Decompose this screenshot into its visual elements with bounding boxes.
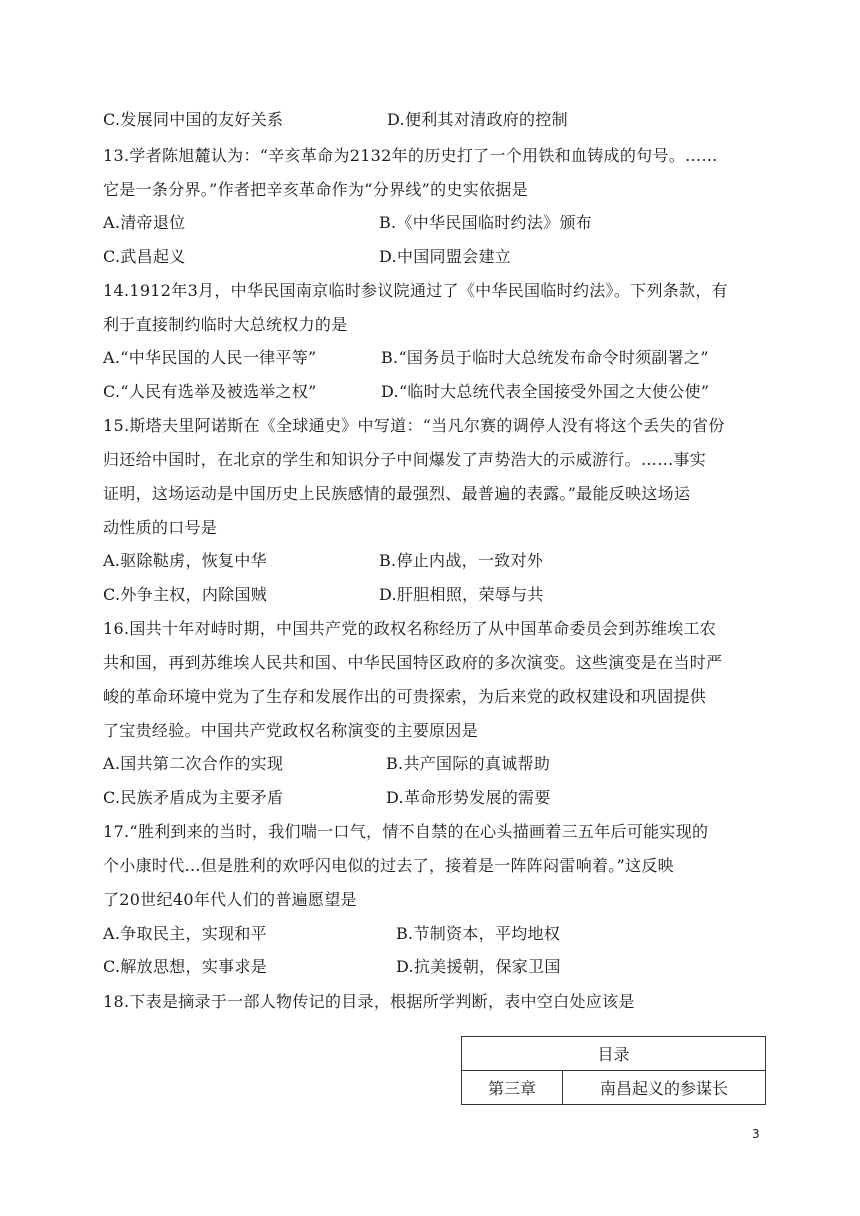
q15-stem-line-3: 证明，这场运动是中国历史上民族感情的最强烈、最普遍的表露。”最能反映这场运 — [103, 484, 691, 503]
q13-option-b: B.《中华民国临时约法》颁布 — [379, 213, 593, 232]
q16-stem-line-2: 共和国，再到苏维埃人民共和国、中华民国特区政府的多次演变。这些演变是在当时严 — [103, 653, 723, 672]
table-row — [462, 1071, 766, 1105]
q17-option-d: D.抗美援朝，保家卫国 — [396, 957, 561, 976]
q17-option-a: A.争取民主，实现和平 — [103, 924, 267, 943]
toc-header: 目录 — [462, 1037, 766, 1071]
q14-option-b: B.“国务员于临时大总统发布命令时须副署之” — [381, 348, 709, 367]
q17-option-b: B.节制资本，平均地权 — [396, 924, 561, 943]
q14-option-c: C.“人民有选举及被选举之权” — [103, 382, 317, 401]
q17-stem-line-2: 个小康时代…但是胜利的欢呼闪电似的过去了，接着是一阵阵闷雷响着。”这反映 — [103, 856, 674, 875]
q14-stem-line-2: 利于直接制约临时大总统权力的是 — [103, 315, 348, 334]
q13-stem-line-2: 它是一条分界。”作者把辛亥革命作为“分界线”的史实依据是 — [103, 180, 528, 199]
q14-option-a: A.“中华民国的人民一律平等” — [103, 348, 317, 367]
table-of-contents — [461, 1036, 766, 1105]
q14-option-d: D.“临时大总统代表全国接受外国之大使公使” — [381, 382, 710, 401]
q12-option-d: D.便利其对清政府的控制 — [387, 110, 568, 129]
q16-option-c: C.民族矛盾成为主要矛盾 — [103, 788, 284, 807]
q15-option-d: D.肝胆相照，荣辱与共 — [379, 585, 544, 604]
toc-chapter-title: 南昌起义的参谋长 — [563, 1071, 766, 1105]
q16-stem-line-1: 16.国共十年对峙时期，中国共产党的政权名称经历了从中国革命委员会到苏维埃工农 — [103, 619, 717, 638]
q15-stem-line-4: 动性质的口号是 — [103, 518, 218, 537]
q16-option-a: A.国共第二次合作的实现 — [103, 754, 284, 773]
q15-option-c: C.外争主权，内除国贼 — [103, 585, 268, 604]
q16-option-b: B.共产国际的真诚帮助 — [386, 754, 551, 773]
q16-stem-line-4: 了宝贵经验。中国共产党政权名称演变的主要原因是 — [103, 721, 478, 740]
q16-stem-line-3: 峻的革命环境中党为了生存和发展作出的可贵探索，为后来党的政权建设和巩固提供 — [103, 687, 707, 706]
q13-option-c: C.武昌起义 — [103, 247, 186, 266]
q15-stem-line-1: 15.斯塔夫里阿诺斯在《全球通史》中写道：“当凡尔赛的调停人没有将这个丢失的省份 — [103, 416, 725, 435]
q14-stem-line-1: 14.1912年3月，中华民国南京临时参议院通过了《中华民国临时约法》。下列条款，有 — [103, 281, 728, 300]
q15-stem-line-2: 归还给中国时，在北京的学生和知识分子中间爆发了声势浩大的示威游行。……事实 — [103, 450, 707, 469]
q13-option-d: D.中国同盟会建立 — [379, 247, 512, 266]
page-number: 3 — [752, 1127, 760, 1141]
table-row — [462, 1037, 766, 1071]
q17-stem-line-3: 了20世纪40年代人们的普遍愿望是 — [103, 890, 357, 909]
q16-option-d: D.革命形势发展的需要 — [386, 788, 551, 807]
q15-option-b: B.停止内战，一致对外 — [379, 551, 544, 570]
q12-option-c: C.发展同中国的友好关系 — [103, 110, 284, 129]
q13-option-a: A.清帝退位 — [103, 213, 186, 232]
q17-option-c: C.解放思想，实事求是 — [103, 957, 268, 976]
q17-stem-line-1: 17.“胜利到来的当时，我们喘一口气，情不自禁的在心头描画着三五年后可能实现的 — [103, 822, 709, 841]
q15-option-a: A.驱除鞑虏，恢复中华 — [103, 551, 267, 570]
toc-chapter: 第三章 — [462, 1071, 563, 1105]
q13-stem-line-1: 13.学者陈旭麓认为：“辛亥革命为2132年的历史打了一个用铁和血铸成的句号。…… — [103, 146, 718, 165]
q18-stem-line-1: 18.下表是摘录于一部人物传记的目录，根据所学判断，表中空白处应该是 — [103, 992, 635, 1011]
